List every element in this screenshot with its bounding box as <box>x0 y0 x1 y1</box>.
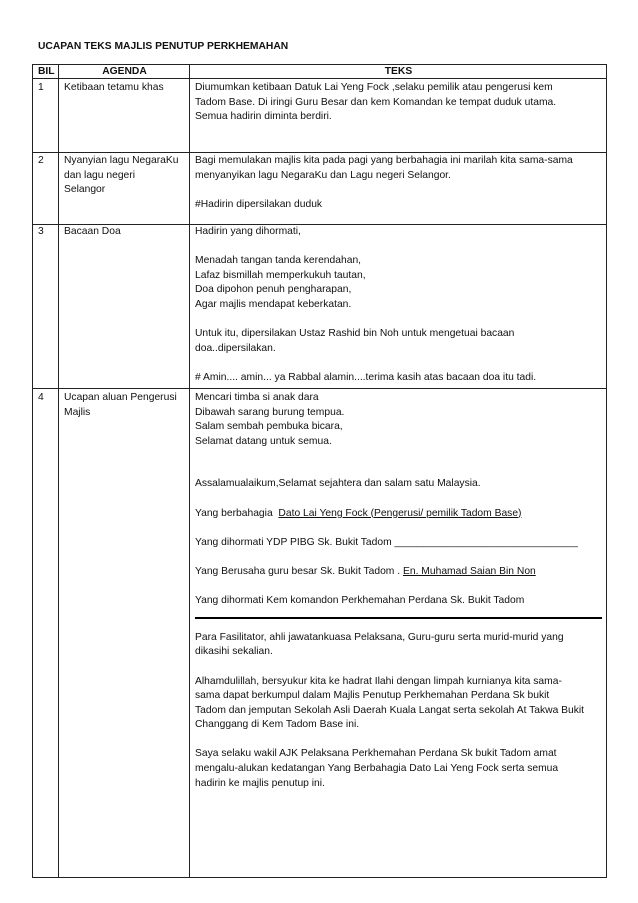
salam-line: Assalamualaikum,Selamat sejahtera dan salam satu Malaysia. <box>195 478 481 490</box>
teks-line: Lafaz bismillah memperkukuh tautan, <box>195 269 366 281</box>
teks-cell <box>190 389 607 878</box>
table-row <box>33 153 607 225</box>
table-row <box>33 79 607 153</box>
agenda-cell <box>59 225 190 389</box>
table-row <box>33 389 607 878</box>
saya-line: mengalu-alukan kedatangan Yang Berbahagia Dato Lai Yeng Fock serta semua <box>195 763 559 775</box>
teks-line: Agar majlis mendapat keberkatan. <box>195 298 352 310</box>
saya-line: hadirin ke majlis penutup ini. <box>195 777 325 789</box>
teks-line: Semua hadirin diminta berdiri. <box>195 111 332 123</box>
ydp-line: Yang dihormati YDP PIBG Sk. Bukit Tadom ________________________________ <box>195 536 578 548</box>
agenda-line: Nyanyian lagu NegaraKu <box>64 155 179 166</box>
komandan-line: Yang dihormati Kem komandon Perkhemahan Perdana Sk. Bukit Tadom <box>195 595 525 607</box>
header-teks: TEKS <box>190 65 607 79</box>
agenda-cell <box>59 79 190 153</box>
teks-cell <box>190 225 607 389</box>
table-header-row <box>33 65 607 79</box>
pantun-line: Mencari timba si anak dara <box>195 392 319 403</box>
row-number: 3 <box>33 225 59 389</box>
alhamdulillah-line: Changgang di Kem Tadom Base ini. <box>195 719 360 731</box>
header-bil: BIL <box>33 65 59 79</box>
teks-line: Bagi memulakan majlis kita pada pagi yang berbahagia ini marilah kita sama-sama <box>195 155 573 166</box>
pantun-line: Salam sembah pembuka bicara, <box>195 421 343 433</box>
agenda-line: Majlis <box>64 406 91 418</box>
alhamdulillah-line: Alhamdulillah, bersyukur kita ke hadrat Ilahi dengan limpah kurnianya kita sama- <box>195 675 562 687</box>
teks-line: Menadah tangan tanda kerendahan, <box>195 255 362 267</box>
table-row <box>33 225 607 389</box>
yb-prefix: Yang berbahagia <box>195 507 273 519</box>
teks-line: Doa dipohon penuh pengharapan, <box>195 284 352 296</box>
document-title: UCAPAN TEKS MAJLIS PENUTUP PERKHEMAHAN <box>38 41 289 52</box>
row-number: 4 <box>33 389 59 878</box>
agenda-cell <box>59 153 190 225</box>
alhamdulillah-line: sama dapat berkumpul dalam Majlis Penutup Perkhemahan Perdana Sk bukit <box>195 690 550 702</box>
yang-berbahagia-line <box>195 507 602 522</box>
guru-besar-line <box>195 565 602 580</box>
pantun-line: Dibawah sarang burung tempua. <box>195 406 345 418</box>
pantun-line: Selamat datang untuk semua. <box>195 435 332 447</box>
agenda-table <box>32 64 607 878</box>
fasilitator-line: Para Fasilitator, ahli jawatankuasa Pelaksana, Guru-guru serta murid-murid yang <box>195 631 564 643</box>
teks-line: # Amin.... amin... ya Rabbal alamin....terima kasih atas bacaan doa itu tadi. <box>195 371 537 383</box>
agenda-line: Selangor <box>64 184 106 196</box>
teks-line: doa..dipersilakan. <box>195 342 276 354</box>
agenda-line: dan lagu negeri <box>64 169 135 181</box>
agenda-line: Bacaan Doa <box>64 226 121 237</box>
gb-prefix: Yang Berusaha guru besar Sk. Bukit Tadom . <box>195 565 401 577</box>
teks-line: Tadom Base. Di iringi Guru Besar dan kem Komandan ke tempat duduk utama. <box>195 96 557 108</box>
teks-line: Untuk itu, dipersilakan Ustaz Rashid bin Noh untuk mengetuai bacaan <box>195 328 515 340</box>
teks-cell <box>190 79 607 153</box>
teks-line: Hadirin yang dihormati, <box>195 226 301 237</box>
header-agenda: AGENDA <box>59 65 190 79</box>
alhamdulillah-line: Tadom dan jemputan Sekolah Asli Daerah Kuala Langat serta sekolah At Takwa Bukit <box>195 704 585 716</box>
row-number: 2 <box>33 153 59 225</box>
teks-line: menyanyikan lagu NegaraKu dan Lagu negeri Selangor. <box>195 169 451 181</box>
yb-name: Dato Lai Yeng Fock (Pengerusi/ pemilik Tadom Base) <box>278 507 522 519</box>
teks-cell <box>190 153 607 225</box>
agenda-cell <box>59 389 190 878</box>
teks-line: Diumumkan ketibaan Datuk Lai Yeng Fock ,selaku pemilik atau pengerusi kem <box>195 82 553 93</box>
agenda-line: Ketibaan tetamu khas <box>64 82 164 93</box>
teks-line: #Hadirin dipersilakan duduk <box>195 198 323 210</box>
saya-line: Saya selaku wakil AJK Pelaksana Perkhemahan Perdana Sk bukit Tadom amat <box>195 748 557 760</box>
fasilitator-line: dikasihi sekalian. <box>195 646 273 658</box>
row-number: 1 <box>33 79 59 153</box>
gb-name: En. Muhamad Saian Bin Non <box>402 565 536 577</box>
agenda-line: Ucapan aluan Pengerusi <box>64 392 177 403</box>
